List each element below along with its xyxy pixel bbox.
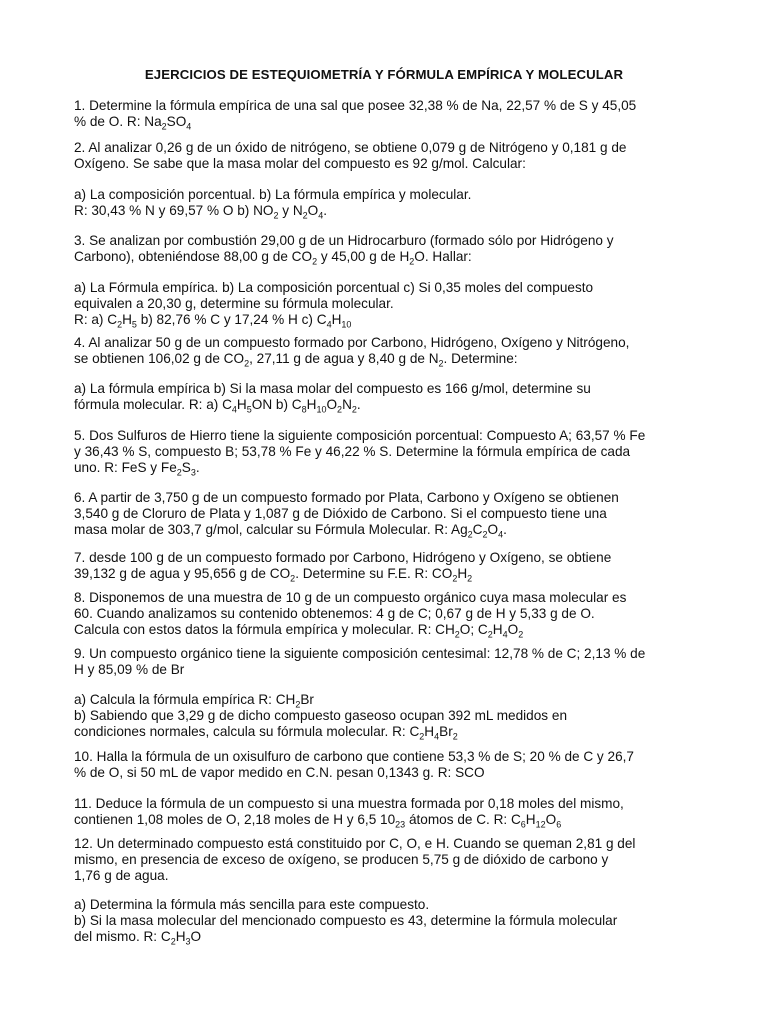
subscript: 12 bbox=[535, 819, 546, 830]
text-line bbox=[74, 114, 191, 130]
text-line bbox=[74, 249, 472, 265]
text-line bbox=[74, 724, 458, 740]
subscript: 2 bbox=[482, 529, 488, 540]
text-segment: . bbox=[503, 522, 507, 537]
subscript: 5 bbox=[131, 319, 137, 330]
text-line bbox=[74, 913, 617, 929]
text-segment: átomos de C. R: C bbox=[405, 812, 521, 827]
subscript: 8 bbox=[301, 404, 307, 415]
text-segment: a) La composición porcentual. b) La fórmula empírica y molecular. bbox=[74, 187, 472, 202]
text-line bbox=[74, 622, 523, 638]
text-segment: H bbox=[122, 312, 132, 327]
text-line bbox=[74, 233, 614, 249]
subscript: 4 bbox=[434, 731, 440, 742]
text-segment: 9. Un compuesto orgánico tiene la siguiente composición centesimal: 12,78 % de C; 2,13 % de bbox=[74, 646, 646, 661]
subscript: 2 bbox=[452, 573, 458, 584]
subscript: 2 bbox=[454, 629, 460, 640]
subscript: 2 bbox=[170, 936, 176, 947]
text-line bbox=[74, 590, 626, 606]
text-line bbox=[74, 897, 429, 913]
subscript: 2 bbox=[438, 358, 444, 369]
text-line bbox=[74, 280, 593, 296]
subscript: 2 bbox=[295, 699, 301, 710]
text-segment: Br bbox=[300, 692, 314, 707]
text-line bbox=[74, 646, 645, 662]
subscript: 4 bbox=[498, 529, 504, 540]
subscript: 3 bbox=[190, 467, 196, 478]
document-title: EJERCICIOS DE ESTEQUIOMETRÍA Y FÓRMULA EMPÍRICA Y MOLECULAR bbox=[144, 67, 624, 82]
text-segment: H bbox=[236, 397, 247, 412]
text-segment: 1. Determine la fórmula empírica de una sal que posee 32,38 % de Na, 22,57 % de S y 45,05 bbox=[74, 98, 637, 113]
text-segment: 5. Dos Sulfuros de Hierro tiene la siguiente composición porcentual: Compuesto A; 63,57 % Fe bbox=[74, 428, 646, 443]
text-segment: O bbox=[487, 522, 499, 537]
text-segment: ON b) C bbox=[251, 397, 302, 412]
text-line bbox=[74, 852, 608, 868]
text-line bbox=[74, 490, 619, 506]
text-segment: a) Determina la fórmula más sencilla para este compuesto. bbox=[74, 897, 430, 912]
subscript: 2 bbox=[302, 210, 308, 221]
text-segment: 8. Disponemos de una muestra de 10 g de un compuesto orgánico cuya masa molecular es bbox=[74, 590, 627, 605]
text-segment: contienen 1,08 moles de O, 2,18 moles de H y 6,5 10 bbox=[74, 812, 396, 827]
text-segment: equivalen a 20,30 g, determine su fórmula molecular. bbox=[74, 296, 394, 311]
text-line bbox=[74, 444, 630, 460]
text-segment: a) Calcula la fórmula empírica R: CH bbox=[74, 692, 296, 707]
text-line bbox=[74, 929, 201, 945]
text-segment: b) Sabiendo que 3,29 g de dicho compuesto gaseoso ocupan 392 mL medidos en bbox=[74, 708, 567, 723]
subscript: 4 bbox=[318, 210, 324, 221]
text-segment: % de O. R: Na bbox=[74, 114, 162, 129]
text-segment: H bbox=[525, 812, 536, 827]
text-segment: Br bbox=[439, 724, 453, 739]
text-segment: 11. Deduce la fórmula de un compuesto si una muestra formada por 0,18 moles del mismo, bbox=[74, 796, 624, 811]
text-line bbox=[74, 203, 327, 219]
text-segment: O bbox=[545, 812, 557, 827]
text-segment: y 36,43 % S, compuesto B; 53,78 % Fe y 46,22 % S. Determine la fórmula empírica de cada bbox=[74, 444, 631, 459]
text-line bbox=[74, 98, 636, 114]
text-segment: H bbox=[457, 566, 468, 581]
text-segment: mismo, en presencia de exceso de oxígeno, se producen 5,75 g de dióxido de carbono y bbox=[74, 852, 609, 867]
subscript: 2 bbox=[312, 256, 318, 267]
text-segment: 7. desde 100 g de un compuesto formado por Carbono, Hidrógeno y Oxígeno, se obtiene bbox=[74, 550, 612, 565]
text-segment: 39,132 g de agua y 95,656 g de CO bbox=[74, 566, 291, 581]
text-segment: uno. R: FeS y Fe bbox=[74, 460, 177, 475]
text-segment: 1,76 g de agua. bbox=[74, 868, 169, 883]
text-segment: % de O, si 50 mL de vapor medido en C.N. pesan 0,1343 g. R: SCO bbox=[74, 765, 485, 780]
subscript: 2 bbox=[452, 731, 458, 742]
text-segment: H bbox=[331, 312, 342, 327]
text-line bbox=[74, 296, 394, 312]
text-segment: 2. Al analizar 0,26 g de un óxido de nitrógeno, se obtiene 0,079 g de Nitrógeno y 0,181 g de bbox=[74, 140, 627, 155]
subscript: 10 bbox=[316, 404, 327, 415]
subscript: 2 bbox=[176, 467, 182, 478]
text-segment: y N bbox=[278, 203, 303, 218]
text-segment: masa molar de 303,7 g/mol, calcular su Fórmula Molecular. R: Ag bbox=[74, 522, 468, 537]
text-line bbox=[74, 187, 471, 203]
subscript: 4 bbox=[502, 629, 508, 640]
subscript: 5 bbox=[246, 404, 252, 415]
text-segment: H bbox=[175, 929, 186, 944]
text-segment: . bbox=[356, 397, 361, 412]
subscript: 2 bbox=[419, 731, 425, 742]
text-segment: R: 30,43 % N y 69,57 % O b) NO bbox=[74, 203, 274, 218]
text-segment: S bbox=[181, 460, 191, 475]
subscript: 4 bbox=[186, 121, 192, 132]
text-line bbox=[74, 662, 184, 678]
text-segment: . Determine: bbox=[443, 351, 518, 366]
text-line bbox=[74, 351, 518, 367]
subscript: 6 bbox=[556, 819, 562, 830]
subscript: 2 bbox=[467, 529, 473, 540]
text-line bbox=[74, 765, 485, 781]
subscript: 2 bbox=[117, 319, 123, 330]
text-segment: O bbox=[307, 203, 319, 218]
text-line bbox=[74, 606, 595, 622]
text-segment: . bbox=[195, 460, 200, 475]
subscript: 2 bbox=[351, 404, 357, 415]
subscript: 2 bbox=[244, 358, 250, 369]
subscript: 2 bbox=[161, 121, 167, 132]
text-segment: H bbox=[306, 397, 317, 412]
subscript: 2 bbox=[273, 210, 279, 221]
text-segment: 10. Halla la fórmula de un oxisulfuro de carbono que contiene 53,3 % de S; 20 % de C y 26,7 bbox=[74, 749, 634, 764]
text-segment: N bbox=[342, 397, 352, 412]
subscript: 4 bbox=[231, 404, 237, 415]
text-segment: 6. A partir de 3,750 g de un compuesto formado por Plata, Carbono y Oxígeno se obtienen bbox=[74, 490, 619, 505]
text-segment: Carbono), obteniéndose 88,00 g de CO bbox=[74, 249, 313, 264]
text-segment: O bbox=[326, 397, 338, 412]
text-line bbox=[74, 868, 169, 884]
subscript: 2 bbox=[487, 629, 493, 640]
text-segment: 12. Un determinado compuesto está constituido por C, O, e H. Cuando se queman 2,81 g del bbox=[74, 836, 636, 851]
text-segment: 60. Cuando analizamos su contenido obtenemos: 4 g de C; 0,67 g de H y 5,33 g de O. bbox=[74, 606, 595, 621]
text-segment: Calcula con estos datos la fórmula empírica y molecular. R: CH bbox=[74, 622, 455, 637]
subscript: 2 bbox=[467, 573, 473, 584]
text-segment: Oxígeno. Se sabe que la masa molar del compuesto es 92 g/mol. Calcular: bbox=[74, 156, 526, 171]
text-segment: , 27,11 g de agua y 8,40 g de N bbox=[249, 351, 439, 366]
text-segment: O. Hallar: bbox=[414, 249, 472, 264]
text-line bbox=[74, 796, 624, 812]
text-line bbox=[74, 460, 200, 476]
text-segment: 3. Se analizan por combustión 29,00 g de un Hidrocarburo (formado sólo por Hidrógeno y bbox=[74, 233, 614, 248]
text-line bbox=[74, 335, 629, 351]
text-line bbox=[74, 836, 635, 852]
text-segment: b) 82,76 % C y 17,24 % H c) C bbox=[136, 312, 327, 327]
text-segment: C bbox=[472, 522, 483, 537]
subscript: 4 bbox=[326, 319, 332, 330]
subscript: 2 bbox=[518, 629, 524, 640]
text-line bbox=[74, 692, 314, 708]
subscript: 2 bbox=[409, 256, 415, 267]
text-segment: b) Si la masa molecular del mencionado compuesto es 43, determine la fórmula molecular bbox=[74, 913, 618, 928]
text-segment: y 45,00 g de H bbox=[317, 249, 410, 264]
text-segment: se obtienen 106,02 g de CO bbox=[74, 351, 245, 366]
subscript: 23 bbox=[395, 819, 406, 830]
subscript: 6 bbox=[520, 819, 526, 830]
text-line bbox=[74, 140, 626, 156]
text-segment: fórmula molecular. R: a) C bbox=[74, 397, 232, 412]
text-line bbox=[74, 749, 634, 765]
text-line bbox=[74, 522, 507, 538]
text-line bbox=[74, 397, 361, 413]
text-segment: a) La fórmula empírica b) Si la masa molar del compuesto es 166 g/mol, determine su bbox=[74, 381, 591, 396]
text-line bbox=[74, 312, 351, 328]
text-segment: condiciones normales, calcula su fórmula molecular. R: C bbox=[74, 724, 420, 739]
text-segment: SO bbox=[166, 114, 187, 129]
text-segment: a) La Fórmula empírica. b) La composición porcentual c) Si 0,35 moles del compuesto bbox=[74, 280, 594, 295]
text-line bbox=[74, 550, 611, 566]
text-segment: . Determine su F.E. R: CO bbox=[295, 566, 453, 581]
text-segment: H y 85,09 % de Br bbox=[74, 662, 185, 677]
text-segment: del mismo. R: C bbox=[74, 929, 171, 944]
text-segment: O; C bbox=[459, 622, 488, 637]
text-line bbox=[74, 381, 591, 397]
subscript: 3 bbox=[185, 936, 191, 947]
text-segment: R: a) C bbox=[74, 312, 118, 327]
text-line bbox=[74, 812, 561, 828]
text-line bbox=[74, 566, 472, 582]
text-segment: . bbox=[323, 203, 328, 218]
text-line bbox=[74, 156, 526, 172]
text-segment: H bbox=[424, 724, 435, 739]
subscript: 2 bbox=[290, 573, 296, 584]
text-segment: 4. Al analizar 50 g de un compuesto formado por Carbono, Hidrógeno, Oxígeno y Nitrógeno, bbox=[74, 335, 630, 350]
text-segment: O bbox=[190, 929, 202, 944]
text-line bbox=[74, 428, 645, 444]
text-line bbox=[74, 506, 607, 522]
text-segment: O bbox=[507, 622, 519, 637]
text-segment: 3,540 g de Cloruro de Plata y 1,087 g de Dióxido de Carbono. Si el compuesto tiene una bbox=[74, 506, 607, 521]
subscript: 10 bbox=[341, 319, 352, 330]
subscript: 2 bbox=[337, 404, 343, 415]
text-line bbox=[74, 708, 567, 724]
text-segment: H bbox=[492, 622, 503, 637]
